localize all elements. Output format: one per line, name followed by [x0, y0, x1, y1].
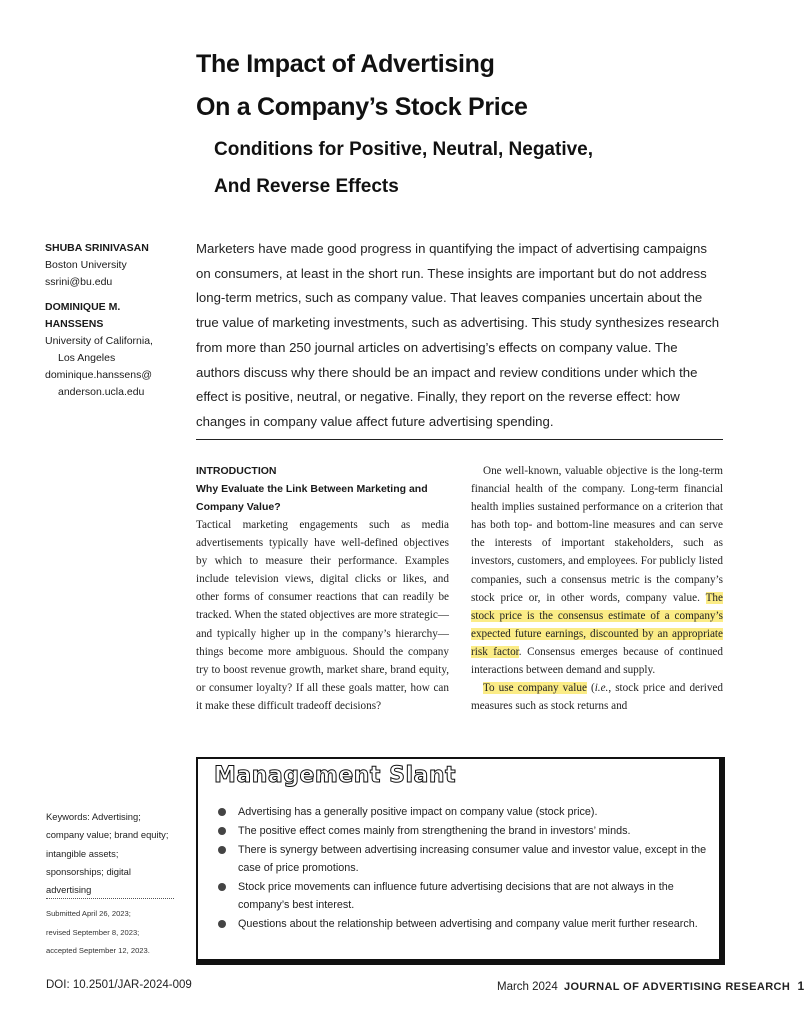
list-item: [216, 822, 716, 840]
divider: [196, 439, 723, 440]
management-slant-title: Management Slant: [214, 763, 457, 788]
bullet-icon: [218, 883, 226, 891]
article-title-line2: On a Company’s Stock Price: [196, 93, 528, 121]
author-affiliation: Boston University: [45, 259, 127, 271]
management-slant-list: [216, 803, 716, 934]
body-paragraph: Tactical marketing engagements such as media advertisements typically have well-defined objectives by which to measure their performance. Examples include television views, digital clicks or likes, and other forms of consumer reactions that can readily be tracked. When the stated objectives are more strategic—and typically higher up in the company’s hierarchy—things become more ambiguous. Should the company try to boost revenue growth, market share, brand equity, or consumer loyalty? If all these goals matter, how can it make these difficult tradeoff decisions?: [196, 519, 449, 712]
journal-name: JOURNAL OF ADVERTISING RESEARCH: [563, 981, 791, 993]
issue-date: March 2024: [497, 981, 558, 993]
page-number: 1: [797, 979, 804, 993]
author-email[interactable]: ssrini@bu.edu: [45, 276, 113, 288]
list-item-text: Advertising has a generally positive impact on company value (stock price).: [238, 806, 598, 818]
list-item: [216, 878, 716, 914]
italic-text: i.e.: [594, 682, 609, 695]
list-item-text: Stock price movements can influence future advertising decisions that are not always in the company’s best interest.: [238, 881, 674, 911]
body-text: One well-known, valuable objective is the long-term financial health of the company. Long-term financial health implies sustained performance on a criterion that has both top- and bottom-line measures and can serve the interests of important stakeholders, such as investors, customers, and employees. For publicly listed companies, such a consensus metric is the company’s stock price or, in other words, company value.: [471, 465, 723, 604]
body-text: (: [586, 682, 595, 695]
divider: [46, 898, 174, 899]
list-item: [216, 915, 716, 933]
article-title-line1: The Impact of Advertising: [196, 50, 495, 78]
highlighted-text: To use company value: [483, 682, 587, 695]
body-paragraph: [471, 679, 723, 715]
submission-dates: [46, 905, 186, 961]
author-name: SHUBA SRINIVASAN: [45, 242, 149, 254]
author-name: DOMINIQUE M.: [45, 301, 121, 313]
list-item: [216, 841, 716, 877]
bullet-icon: [218, 920, 226, 928]
management-slant-box: [196, 757, 725, 965]
article-subtitle-line1: Conditions for Positive, Neutral, Negative,: [214, 139, 594, 160]
body-text: , stock price and derived measures such as stock returns and: [471, 682, 723, 713]
author-email[interactable]: dominique.hanssens@: [45, 369, 152, 381]
highlighted-text: The stock price is the consensus estimate of a company’s expected future earnings, discounted by an appropriate risk factor: [471, 591, 723, 658]
subsection-heading: Why Evaluate the Link Between Marketing and Company Value?: [196, 483, 428, 513]
submitted-date: Submitted April 26, 2023;: [46, 909, 131, 918]
body-text: . Consensus emerges because of continued interactions between demand and supply.: [471, 645, 723, 677]
abstract: Marketers have made good progress in quantifying the impact of advertising campaigns on consumers, at least in the short run. These insights are important but do not address long-term metrics, such as company value. That leaves companies uncertain about the true value of marketing investments, such as advertising. This study synthesizes research from more than 250 journal articles on advertising’s effects on company value. The authors discuss why there should be an impact and review conditions under which the effect is positive, neutral, or negative. Finally, they report on the reverse effect: how changes in company value affect future advertising spending.: [196, 241, 720, 429]
keywords: Keywords: Advertising; company value; brand equity; intangible assets; sponsorships; digital advertising: [46, 811, 169, 896]
accepted-date: accepted September 12, 2023.: [46, 946, 150, 955]
list-item-text: The positive effect comes mainly from strengthening the brand in investors’ minds.: [238, 825, 631, 837]
left-column: [196, 462, 449, 715]
doi[interactable]: DOI: 10.2501/JAR-2024-009: [46, 979, 192, 991]
right-column: [471, 462, 723, 715]
body-paragraph: [471, 462, 723, 679]
list-item: [216, 803, 716, 821]
revised-date: revised September 8, 2023;: [46, 927, 140, 937]
section-heading: INTRODUCTION: [196, 465, 277, 477]
list-item-text: Questions about the relationship between advertising and company value merit further research.: [238, 918, 698, 930]
bullet-icon: [218, 846, 226, 854]
article-subtitle-line2: And Reverse Effects: [214, 176, 399, 197]
author-block: [45, 240, 185, 401]
author-email[interactable]: anderson.ucla.edu: [58, 386, 145, 398]
author-affiliation: University of California,: [45, 335, 153, 347]
list-item-text: There is synergy between advertising increasing consumer value and investor value, except in the case of price promotions.: [238, 844, 707, 874]
author-name: HANSSENS: [45, 318, 104, 330]
footer-right: [497, 979, 804, 993]
bullet-icon: [218, 808, 226, 816]
author-affiliation: Los Angeles: [58, 352, 116, 364]
bullet-icon: [218, 827, 226, 835]
